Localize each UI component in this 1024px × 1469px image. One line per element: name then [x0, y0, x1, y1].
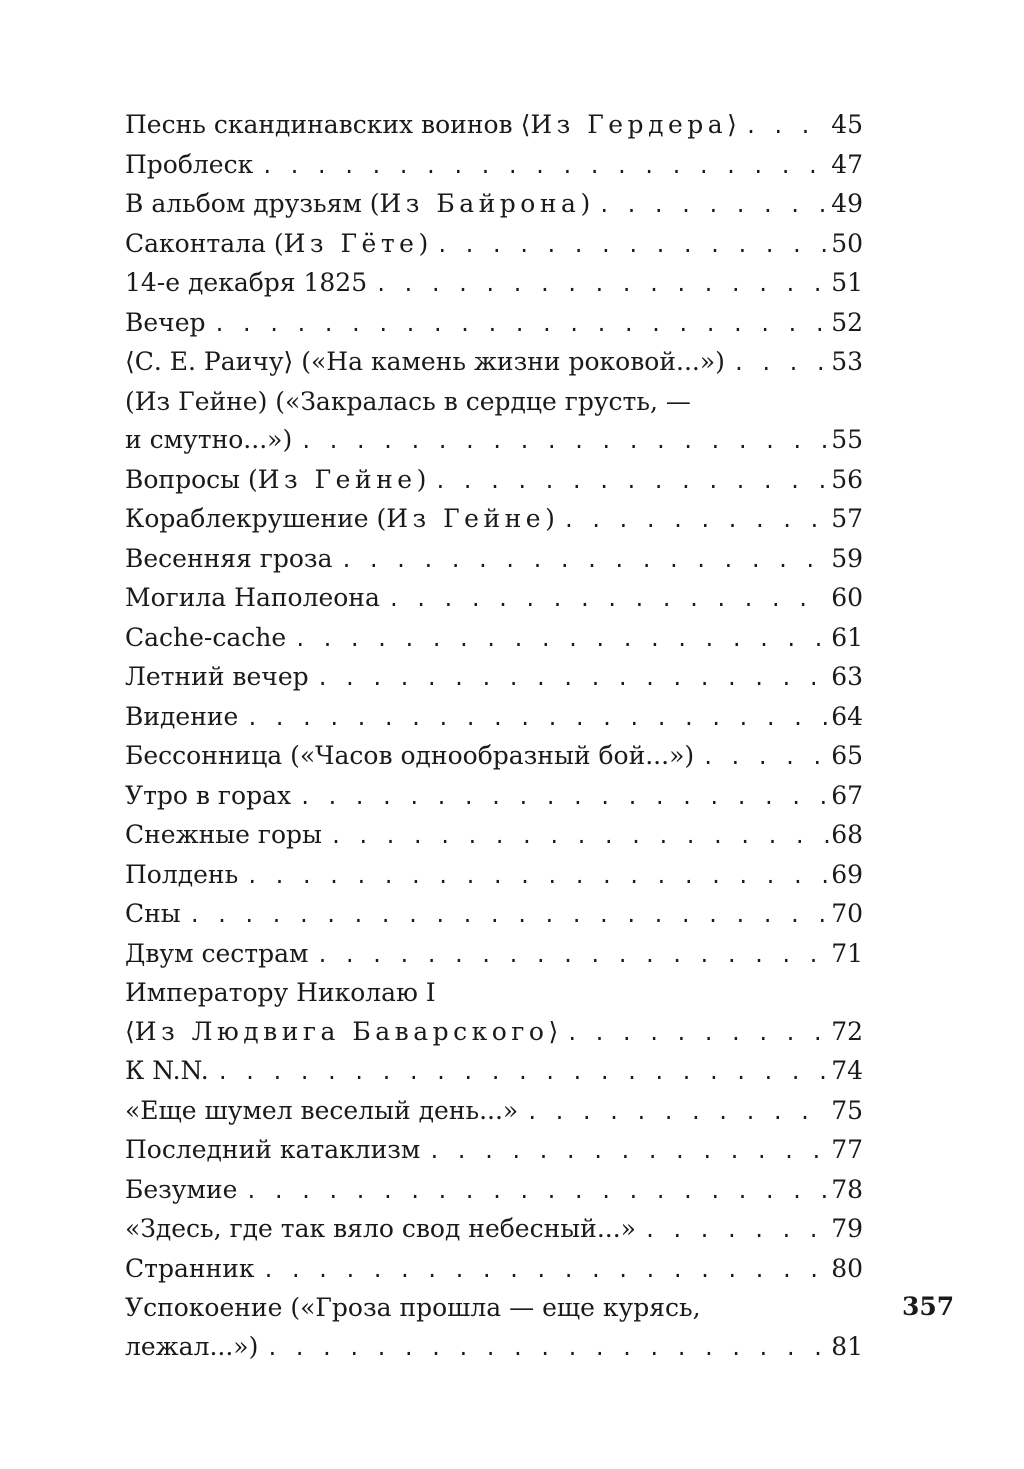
toc-entry-title-text: Летний вечер: [125, 662, 309, 691]
toc-entry-title: [125, 540, 340, 579]
toc-entry-title-text: Двум сестрам: [125, 938, 309, 968]
toc-entry-line: [125, 658, 863, 698]
toc-entry-title-text: Cache-cache: [125, 622, 287, 652]
toc-entry-title-line: Императору Николаю I: [125, 978, 436, 1007]
toc-entry-title-text: Вопросы (: [125, 464, 258, 494]
dot-leader: [294, 620, 829, 659]
dot-leader: [375, 265, 829, 304]
toc-entry-line: [125, 540, 863, 580]
toc-entry-title: [125, 579, 388, 618]
toc-entry: [125, 1210, 863, 1250]
toc-entry-title: [125, 777, 299, 816]
toc-entry: [125, 146, 863, 186]
toc-entry: [125, 264, 863, 304]
toc-entry-line: [125, 185, 863, 225]
toc-entry-title-text: и смутно...»): [125, 425, 293, 454]
toc-entry-page: 56: [831, 464, 863, 494]
toc-entry-line: [125, 1250, 863, 1290]
toc-entry-title-text: лежал...»): [125, 1331, 259, 1361]
toc-entry-title-text: Безумие: [125, 1174, 238, 1204]
toc-entry: [125, 540, 863, 580]
toc-entry: [125, 304, 863, 344]
dot-leader: [428, 1132, 829, 1171]
toc-entry-title: [125, 619, 294, 658]
toc-entry: [125, 461, 863, 501]
dot-leader: [644, 1211, 829, 1250]
toc-entry-title: [125, 146, 261, 185]
dot-leader: [388, 580, 829, 619]
toc-entry-page: 74: [831, 1056, 863, 1085]
toc-entry-title-text: Весенняя гроза: [125, 543, 333, 573]
toc-entry-title-line: Успокоение («Гроза прошла — еще курясь,: [125, 1293, 701, 1322]
dot-leader: [299, 778, 829, 817]
toc-entry: [125, 579, 863, 619]
toc-entry-page: 52: [831, 307, 863, 337]
toc-entry-page: 45: [831, 110, 863, 139]
toc-entry-title-text: Снежные горы: [125, 820, 322, 849]
dot-leader: [316, 936, 829, 975]
toc-entry-title: [125, 737, 702, 776]
dot-leader: [733, 344, 829, 383]
toc-entry-page: 78: [831, 1174, 863, 1204]
toc-entry-title: [125, 1131, 428, 1170]
toc-entry-line: [125, 737, 863, 777]
dot-leader: [261, 147, 829, 186]
toc-entry: [125, 658, 863, 698]
toc-entry-bracket: ): [545, 504, 555, 533]
toc-entry-page: 55: [831, 425, 863, 454]
toc-entry-title: [125, 461, 434, 500]
toc-entry-title-text: ⟨С. Е. Раичу⟩ («На камень жизни роковой...»): [125, 347, 725, 376]
dot-leader: [526, 1093, 829, 1132]
dot-leader: [245, 1172, 829, 1211]
toc-entry-title-text: Проблеск: [125, 149, 254, 179]
toc-entry-title-text: Бессонница («Часов однообразный бой...»): [125, 741, 695, 770]
toc-entry: [125, 816, 863, 856]
toc-entry-source: Из Гейне: [257, 464, 417, 494]
toc-entry-line: [125, 619, 863, 659]
toc-entry-line: [125, 816, 863, 856]
toc-entry-line: [125, 146, 863, 186]
toc-entry-bracket: ): [418, 228, 429, 258]
dot-leader: [246, 699, 829, 738]
toc-entry-page: 61: [831, 622, 863, 652]
toc-entry-line: [125, 106, 863, 146]
toc-entry-title: [125, 1171, 245, 1210]
toc-entry-title-text: «Здесь, где так вяло свод небесный...»: [125, 1214, 636, 1243]
toc-entry: [125, 1052, 863, 1092]
toc-entry-page: 65: [831, 741, 863, 770]
toc-entry-page: 70: [831, 899, 863, 928]
toc-entry-title: [125, 1092, 526, 1131]
toc-entry-title: [125, 421, 300, 460]
dot-leader: [436, 226, 829, 265]
toc-entry-title: [125, 264, 375, 303]
toc-entry: [125, 737, 863, 777]
toc-entry-page: 47: [831, 149, 863, 179]
toc-entry-line: [125, 421, 863, 461]
toc-entry: [125, 225, 863, 265]
toc-entry-line: [125, 579, 863, 619]
toc-entry: [125, 106, 863, 146]
toc-entry-page: 81: [831, 1331, 863, 1361]
toc-entry-line: [125, 461, 863, 501]
table-of-contents: [125, 106, 863, 1367]
toc-entry-page: 71: [831, 938, 863, 968]
toc-entry-page: 72: [831, 1016, 863, 1046]
toc-entry-title-text: Полдень: [125, 859, 239, 889]
dot-leader: [317, 659, 830, 698]
toc-entry-page: 63: [831, 662, 863, 691]
dot-leader: [563, 501, 829, 540]
toc-entry-page: 64: [831, 701, 863, 731]
dot-leader: [340, 541, 829, 580]
toc-entry-page: 60: [831, 583, 863, 612]
toc-entry-title-text: Кораблекрушение (: [125, 504, 387, 533]
toc-entry-title: [125, 1052, 217, 1091]
toc-entry-line: [125, 1328, 863, 1368]
toc-entry: [125, 1131, 863, 1171]
toc-entry-title-text: Утро в горах: [125, 780, 292, 810]
toc-entry-line: [125, 1092, 863, 1132]
toc-entry-title-text: Песнь скандинавских воинов ⟨: [125, 110, 531, 139]
dot-leader: [262, 1251, 829, 1290]
toc-entry-bracket: ⟩: [548, 1016, 559, 1046]
dot-leader: [566, 1014, 829, 1053]
toc-entry-bracket: ): [416, 464, 427, 494]
toc-entry: [125, 1092, 863, 1132]
toc-entry-title: [125, 1210, 644, 1249]
toc-entry-page: 67: [831, 780, 863, 810]
toc-entry-title: [125, 1328, 266, 1367]
toc-entry-line: [125, 1052, 863, 1092]
toc-entry-page: 50: [831, 228, 863, 258]
toc-entry: [125, 383, 863, 461]
dot-leader: [702, 738, 829, 777]
toc-entry-page: 57: [831, 504, 863, 533]
dot-leader: [300, 422, 829, 461]
toc-entry-line: [125, 1013, 863, 1053]
toc-entry-line: [125, 500, 863, 540]
toc-entry: [125, 856, 863, 896]
toc-entry-title: [125, 304, 214, 343]
dot-leader: [217, 1053, 829, 1092]
toc-entry: [125, 619, 863, 659]
toc-entry: [125, 777, 863, 817]
toc-entry-line: [125, 264, 863, 304]
toc-entry-page: 59: [831, 543, 863, 573]
dot-leader: [266, 1329, 829, 1368]
toc-entry: [125, 974, 863, 1052]
toc-entry-title-text: Последний катаклизм: [125, 1135, 421, 1164]
toc-entry-title: [125, 895, 189, 934]
toc-entry-title: [125, 698, 246, 737]
toc-entry-page: 77: [831, 1135, 863, 1164]
toc-entry-title-line: (Из Гейне) («Закралась в сердце грусть, —: [125, 386, 691, 416]
dot-leader: [330, 817, 829, 856]
toc-entry: [125, 895, 863, 935]
dot-leader: [434, 462, 829, 501]
toc-entry-line: [125, 225, 863, 265]
toc-entry: [125, 698, 863, 738]
toc-entry-page: 49: [831, 189, 863, 218]
toc-entry-title: [125, 500, 563, 539]
toc-entry-line: [125, 698, 863, 738]
toc-entry-source: Из Людвига Баварского: [134, 1016, 549, 1046]
toc-entry-title-text: В альбом друзьям (: [125, 189, 380, 218]
toc-entry-bracket: ⟩: [727, 110, 737, 139]
toc-entry-title-text: Вечер: [125, 307, 206, 337]
toc-entry-source: Из Байрона: [379, 189, 581, 218]
toc-entry-title-text: Странник: [125, 1253, 255, 1283]
toc-entry-page: 51: [831, 268, 863, 297]
toc-entry-page: 80: [831, 1253, 863, 1283]
toc-entry-source: Из Гёте: [283, 228, 419, 258]
toc-entry-line: [125, 935, 863, 975]
dot-leader: [598, 186, 829, 225]
toc-entry-title: [125, 225, 436, 264]
toc-entry-bracket: ): [580, 189, 591, 218]
toc-entry-title-text: Видение: [125, 701, 239, 731]
toc-entry-line: [125, 895, 863, 935]
toc-entry-line: [125, 777, 863, 817]
toc-entry-title: [125, 343, 733, 382]
toc-entry: [125, 1250, 863, 1290]
toc-entry-title: [125, 658, 317, 697]
toc-entry-page: 69: [831, 859, 863, 889]
toc-entry-source: Из Гердера: [530, 110, 728, 139]
toc-entry-title: [125, 856, 246, 895]
toc-entry: [125, 1171, 863, 1211]
toc-entry-title-text: ⟨: [125, 1016, 135, 1046]
dot-leader: [246, 857, 829, 896]
toc-entry-title-text: Сны: [125, 899, 181, 928]
toc-entry: [125, 500, 863, 540]
page-number: 357: [902, 1292, 955, 1321]
toc-entry-page: 68: [831, 820, 863, 849]
toc-entry: [125, 1289, 863, 1367]
toc-entry-title: [125, 185, 598, 224]
toc-entry-page: 79: [831, 1214, 863, 1243]
toc-entry-line: [125, 1171, 863, 1211]
toc-entry-title-text: Могила Наполеона: [125, 583, 380, 612]
toc-entry-line: [125, 304, 863, 344]
toc-entry-line: [125, 343, 863, 383]
toc-entry-source: Из Гейне: [386, 504, 546, 533]
toc-entry-title: [125, 935, 316, 974]
toc-entry-title: [125, 1250, 262, 1289]
toc-entry-title-text: К N.N.: [125, 1056, 209, 1085]
toc-entry-page: 75: [831, 1095, 863, 1125]
dot-leader: [189, 896, 829, 935]
toc-entry: [125, 185, 863, 225]
dot-leader: [745, 107, 829, 146]
toc-entry-line: [125, 1131, 863, 1171]
toc-entry-line: [125, 1210, 863, 1250]
toc-entry-page: 53: [831, 347, 863, 376]
toc-entry-title: [125, 106, 745, 145]
toc-entry: [125, 935, 863, 975]
toc-entry: [125, 343, 863, 383]
toc-entry-title: [125, 816, 330, 855]
toc-entry-title-text: Саконтала (: [125, 228, 284, 258]
toc-entry-title: [125, 1013, 566, 1052]
toc-entry-title-text: 14-е декабря 1825: [125, 268, 368, 297]
dot-leader: [214, 305, 830, 344]
toc-entry-title-text: «Еще шумел веселый день...»: [125, 1095, 519, 1125]
toc-entry-line: [125, 856, 863, 896]
